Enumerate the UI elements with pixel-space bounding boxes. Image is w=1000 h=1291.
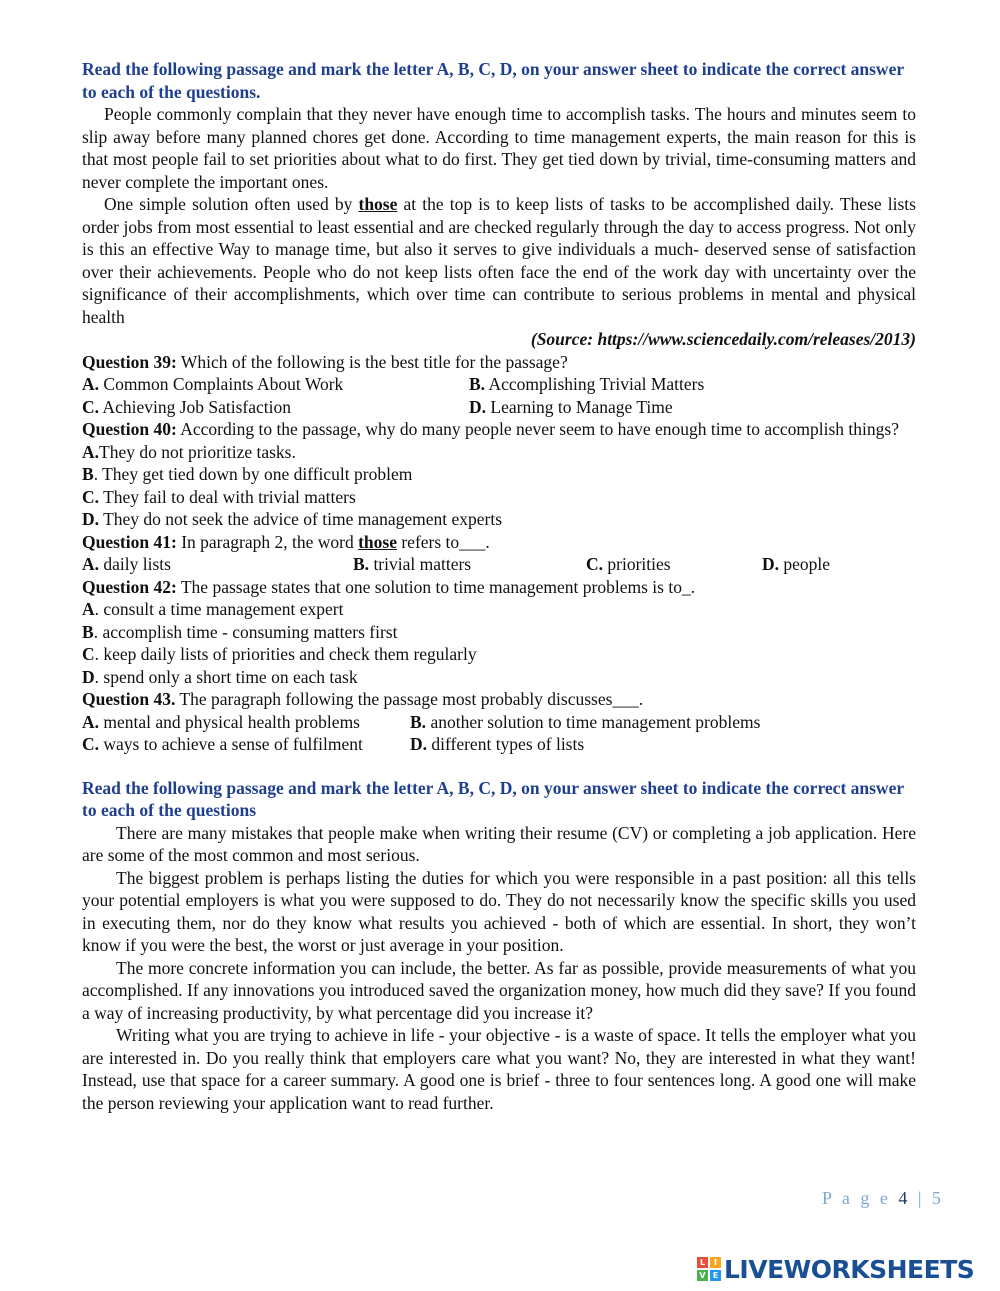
question-42: Question 42: The passage states that one solution to time management problems is to_. [82, 576, 696, 597]
logo-block-i: I [710, 1257, 721, 1268]
highlighted-word-those: those [358, 194, 398, 214]
q41-option-a[interactable]: A. daily lists [82, 554, 171, 574]
question-40: Question 40: According to the passage, why do many people never seem to have enough time to accomplish things? [82, 419, 899, 439]
q41-word-those: those [358, 531, 397, 552]
section2-instruction: Read the following passage and mark the letter A, B, C, D, on your answer sheet to indicate the correct answer to each of the questions [82, 777, 904, 820]
passage2-paragraph-2: The biggest problem is perhaps listing the duties for which you were responsible in a past position: all this tells your potential employers is what you were supposed to do. They do not necessarily know the specific skills you used in executing them, nor do they know what results you achieved - both of which are essential. In short, they won’t know if you were the best, the worst or just average in your position. [82, 867, 916, 955]
passage1-paragraph-2: One simple solution often used by those at the top is to keep lists of tasks to be accomplished daily. These lists order jobs from most essential to least essential and are checked regularly through the day to access progress. Not only is this an effective Way to manage time, but also it serves to give individuals a much- deserved sense of satisfaction over their achievements. People who do not keep lists often face the end of the work day with uncertainty over the significance of their accomplishments, which over time can contribute to serious problems in mental and physical health [82, 194, 916, 327]
q43-options-row-2 [82, 733, 916, 756]
q41-option-d[interactable]: D. people [762, 554, 831, 574]
q40-option-d[interactable]: D. They do not seek the advice of time management experts [82, 509, 503, 529]
logo-block-e: E [710, 1270, 721, 1281]
q40-option-c[interactable]: C. They fail to deal with trivial matters [82, 486, 356, 507]
passage2-paragraph-4: Writing what you are trying to achieve in life - your objective - is a waste of space. It tells the employer what you are interested in. Do you really think that employers care what you want? No, they are interested in what they want! Instead, use that space for a career summary. A good one is brief - three to four sentences long. A good one will make the person reviewing your application want to read further. [82, 1025, 916, 1113]
q40-option-b[interactable]: B. They get tied down by one difficult problem [82, 464, 413, 484]
q41-option-c[interactable]: C. priorities [586, 554, 671, 574]
q42-option-a[interactable]: A. consult a time management expert [82, 599, 344, 619]
section1-instruction: Read the following passage and mark the letter A, B, C, D, on your answer sheet to indicate the correct answer to each of the questions. [82, 59, 904, 102]
q39-option-a[interactable]: A. Common Complaints About Work [82, 374, 344, 394]
q42-option-d[interactable]: D. spend only a short time on each task [82, 666, 358, 687]
question-43: Question 43. The paragraph following the passage most probably discusses___. [82, 689, 644, 709]
q41-option-b[interactable]: B. trivial matters [353, 554, 472, 574]
passage1-paragraph-1: People commonly complain that they never have enough time to accomplish tasks. The hours and minutes seem to slip away before many planned chores get done. According to time management experts, the main reason for this is that most people fail to set priorities about what to do first. They get tied down by trivial, time-consuming matters and never complete the important ones. [82, 104, 916, 192]
q39-options-row-1 [82, 373, 916, 396]
q39-option-d[interactable]: D. Learning to Manage Time [469, 396, 673, 417]
passage1-source: (Source: https://www.sciencedaily.com/releases/2013) [530, 329, 916, 349]
q41-options-row [82, 553, 916, 576]
logo-text: LIVEWORKSHEETS [724, 1254, 975, 1284]
logo-block-l: L [697, 1257, 708, 1268]
q43-option-b[interactable]: B. another solution to time management problems [410, 711, 761, 732]
logo-block-v: V [697, 1270, 708, 1281]
q39-option-b[interactable]: B. Accomplishing Trivial Matters [469, 374, 705, 394]
question-41: Question 41: In paragraph 2, the word those refers to___. [82, 531, 490, 552]
q39-options-row-2 [82, 396, 916, 419]
q43-option-a[interactable]: A. mental and physical health problems [82, 711, 360, 732]
liveworksheets-logo [697, 1254, 974, 1284]
q42-option-b[interactable]: B. accomplish time - consuming matters first [82, 621, 398, 642]
question-39: Question 39: Which of the following is the best title for the passage? [82, 351, 568, 372]
q43-options-row-1 [82, 711, 916, 734]
q42-option-c[interactable]: C. keep daily lists of priorities and check them regularly [82, 644, 477, 664]
logo-blocks-icon [697, 1257, 721, 1281]
q43-option-c[interactable]: C. ways to achieve a sense of fulfilment [82, 734, 363, 754]
passage2-paragraph-3: The more concrete information you can include, the better. As far as possible, provide measurements of what you accomplished. If any innovations you introduced saved the organization money, how much did they save? If you found a way of increasing productivity, by what percentage did you increase it? [82, 957, 916, 1023]
worksheet-page [82, 58, 916, 1114]
passage2-paragraph-1: There are many mistakes that people make when writing their resume (CV) or completing a job application. Here are some of the most common and most serious. [82, 822, 916, 865]
q39-option-c[interactable]: C. Achieving Job Satisfaction [82, 396, 292, 417]
page-number: P a g e 4 | 5 [822, 1188, 944, 1208]
q40-option-a[interactable]: A.They do not prioritize tasks. [82, 441, 296, 462]
q43-option-d[interactable]: D. different types of lists [410, 734, 585, 754]
